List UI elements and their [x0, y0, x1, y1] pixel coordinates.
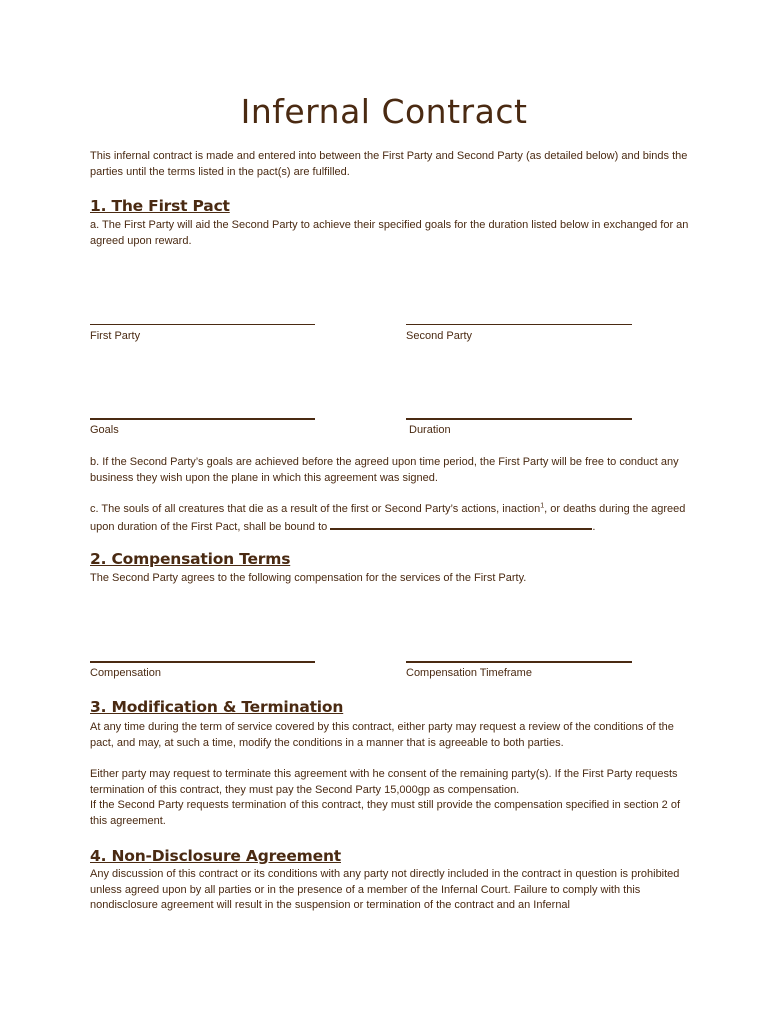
document-title: Infernal Contract [240, 92, 528, 131]
first-party-signature-line[interactable] [90, 324, 315, 325]
compensation-timeframe-line[interactable] [406, 661, 632, 663]
section-1-heading: 1. The First Pact [90, 197, 230, 215]
section-3-para-1: At any time during the term of service covered by this contract, either party may request a review of the conditions of the pact, and may, at such a time, modify the conditions in a manner that is agreeable to both parties. [90, 721, 674, 749]
section-3-para-2: Either party may request to terminate this agreement with he consent of the remaining party(s). If the First Party requests termination of this contract, they must pay the Second Party 15,000gp as compensation. [90, 768, 678, 796]
section-1-para-c [90, 502, 690, 535]
para-c-end: . [592, 520, 596, 533]
bound-to-blank-line[interactable] [330, 518, 592, 530]
section-1-para-b: b. If the Second Party’s goals are achieved before the agreed upon time period, the First Party will be free to conduct any business they wish upon the plane in which this agreement was signed. [90, 456, 679, 484]
footnote-marker: 1 [540, 502, 545, 510]
intro-paragraph: This infernal contract is made and entered into between the First Party and Second Party (as detailed below) and binds the parties until the terms listed in the pact(s) are fulfilled. [90, 150, 688, 178]
compensation-label: Compensation [90, 667, 161, 679]
section-4-para: Any discussion of this contract or its conditions with any party not directly included in the contract in question is prohibited unless agreed upon by all parties or in the presence of a member of the Infernal Court. Failure to comply with this nondisclosure agreement will result in the suspension or termination of the contract and an Infernal [90, 868, 680, 911]
duration-label: Duration [409, 424, 451, 436]
para-c-start: c. The souls of all creatures that die as a result of the first or Second Party’s actions, inaction [90, 503, 541, 515]
second-party-signature-line[interactable] [406, 324, 632, 325]
section-3-heading: 3. Modification & Termination [90, 698, 344, 716]
section-4-heading: 4. Non-Disclosure Agreement [90, 847, 341, 865]
first-party-label: First Party [90, 330, 141, 342]
second-party-label: Second Party [406, 330, 473, 342]
section-1-para-a: a. The First Party will aid the Second Party to achieve their specified goals for the duration listed below in exchanged for an agreed upon reward. [90, 219, 689, 247]
section-2-heading: 2. Compensation Terms [90, 550, 291, 568]
section-3-para-3: If the Second Party requests termination of this contract, they must still provide the compensation specified in section 2 of this agreement. [90, 799, 681, 827]
section-2-para: The Second Party agrees to the following compensation for the services of the First Party. [90, 572, 527, 584]
compensation-line[interactable] [90, 661, 315, 663]
goals-line[interactable] [90, 418, 315, 420]
goals-label: Goals [90, 424, 119, 436]
duration-line[interactable] [406, 418, 632, 420]
para-c-mid: , or deaths during the agreed upon duration of the First Pact, shall be bound to [90, 503, 686, 533]
compensation-timeframe-label: Compensation Timeframe [406, 667, 532, 679]
